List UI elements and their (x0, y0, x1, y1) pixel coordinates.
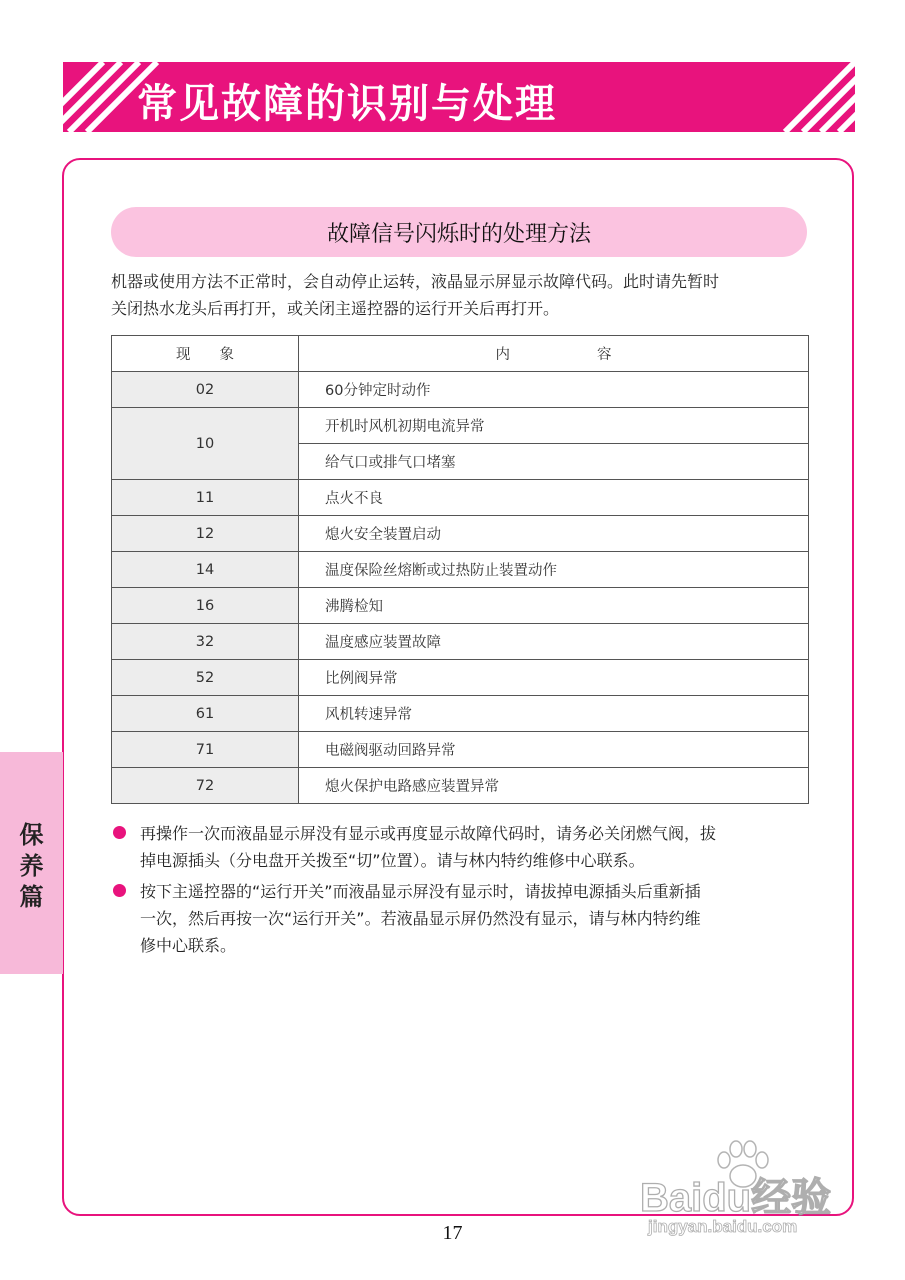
bullet-dot-icon (113, 826, 126, 839)
description-cell: 给气口或排气口堵塞 (299, 444, 809, 480)
table-row (112, 660, 809, 696)
watermark-logo: Baidu经验 (640, 1176, 832, 1220)
header-banner (63, 62, 855, 132)
table-row (112, 696, 809, 732)
notes-list (111, 820, 816, 963)
code-cell: 32 (112, 624, 299, 660)
code-cell: 72 (112, 768, 299, 804)
description-cell: 比例阀异常 (299, 660, 809, 696)
table-row (112, 372, 809, 408)
table-row (112, 624, 809, 660)
intro-line: 关闭热水龙头后再打开，或关闭主遥控器的运行开关后再打开。 (111, 299, 560, 318)
side-tab-char: 养 (19, 852, 44, 880)
watermark (640, 1140, 855, 1245)
note-line: 修中心联系。 (140, 936, 237, 955)
description-cell: 温度保险丝熔断或过热防止装置动作 (299, 552, 809, 588)
table-row (112, 516, 809, 552)
table-row (112, 588, 809, 624)
side-tab-char: 保 (19, 821, 44, 849)
table-header-row (112, 336, 809, 372)
table-row (112, 552, 809, 588)
description-cell: 风机转速异常 (299, 696, 809, 732)
description-cell: 熄火保护电路感应装置异常 (299, 768, 809, 804)
side-tab-char: 篇 (19, 883, 44, 911)
code-cell: 71 (112, 732, 299, 768)
intro-line: 机器或使用方法不正常时，会自动停止运转，液晶显示屏显示故障代码。此时请先暂时 (111, 272, 720, 291)
description-cell: 60分钟定时动作 (299, 372, 809, 408)
code-cell: 14 (112, 552, 299, 588)
code-cell: 02 (112, 372, 299, 408)
code-cell: 11 (112, 480, 299, 516)
error-code-table (111, 335, 809, 804)
table-row (112, 768, 809, 804)
intro-paragraph (111, 268, 811, 322)
description-cell: 开机时风机初期电流异常 (299, 408, 809, 444)
note-line: 掉电源插头（分电盘开关拨至“切”位置）。请与林内特约维修中心联系。 (140, 851, 645, 870)
page-number: 17 (442, 1222, 463, 1244)
side-tab-label (0, 820, 63, 913)
note-item (111, 820, 816, 874)
code-cell: 16 (112, 588, 299, 624)
header-phenomenon: 现 象 (112, 336, 299, 372)
watermark-url: jingyan.baidu.com (648, 1217, 798, 1236)
bullet-dot-icon (113, 884, 126, 897)
table-row (112, 408, 809, 444)
description-cell: 点火不良 (299, 480, 809, 516)
description-cell: 温度感应装置故障 (299, 624, 809, 660)
table-row (112, 732, 809, 768)
description-cell: 沸腾检知 (299, 588, 809, 624)
note-item (111, 878, 816, 959)
page-title: 常见故障的识别与处理 (137, 81, 557, 127)
table-row (112, 480, 809, 516)
code-cell: 12 (112, 516, 299, 552)
section-heading (111, 207, 807, 257)
side-tab (0, 752, 63, 974)
note-line: 按下主遥控器的“运行开关”而液晶显示屏没有显示时，请拔掉电源插头后重新插 (140, 882, 701, 901)
note-line: 一次，然后再按一次“运行开关”。若液晶显示屏仍然没有显示，请与林内特约维 (140, 909, 701, 928)
header-content: 内 容 (299, 336, 809, 372)
note-line: 再操作一次而液晶显示屏没有显示或再度显示故障代码时，请务必关闭燃气阀，拔 (140, 824, 717, 843)
code-cell: 10 (112, 408, 299, 480)
description-cell: 电磁阀驱动回路异常 (299, 732, 809, 768)
section-title: 故障信号闪烁时的处理方法 (326, 222, 591, 247)
code-cell: 52 (112, 660, 299, 696)
description-cell: 熄火安全装置启动 (299, 516, 809, 552)
code-cell: 61 (112, 696, 299, 732)
